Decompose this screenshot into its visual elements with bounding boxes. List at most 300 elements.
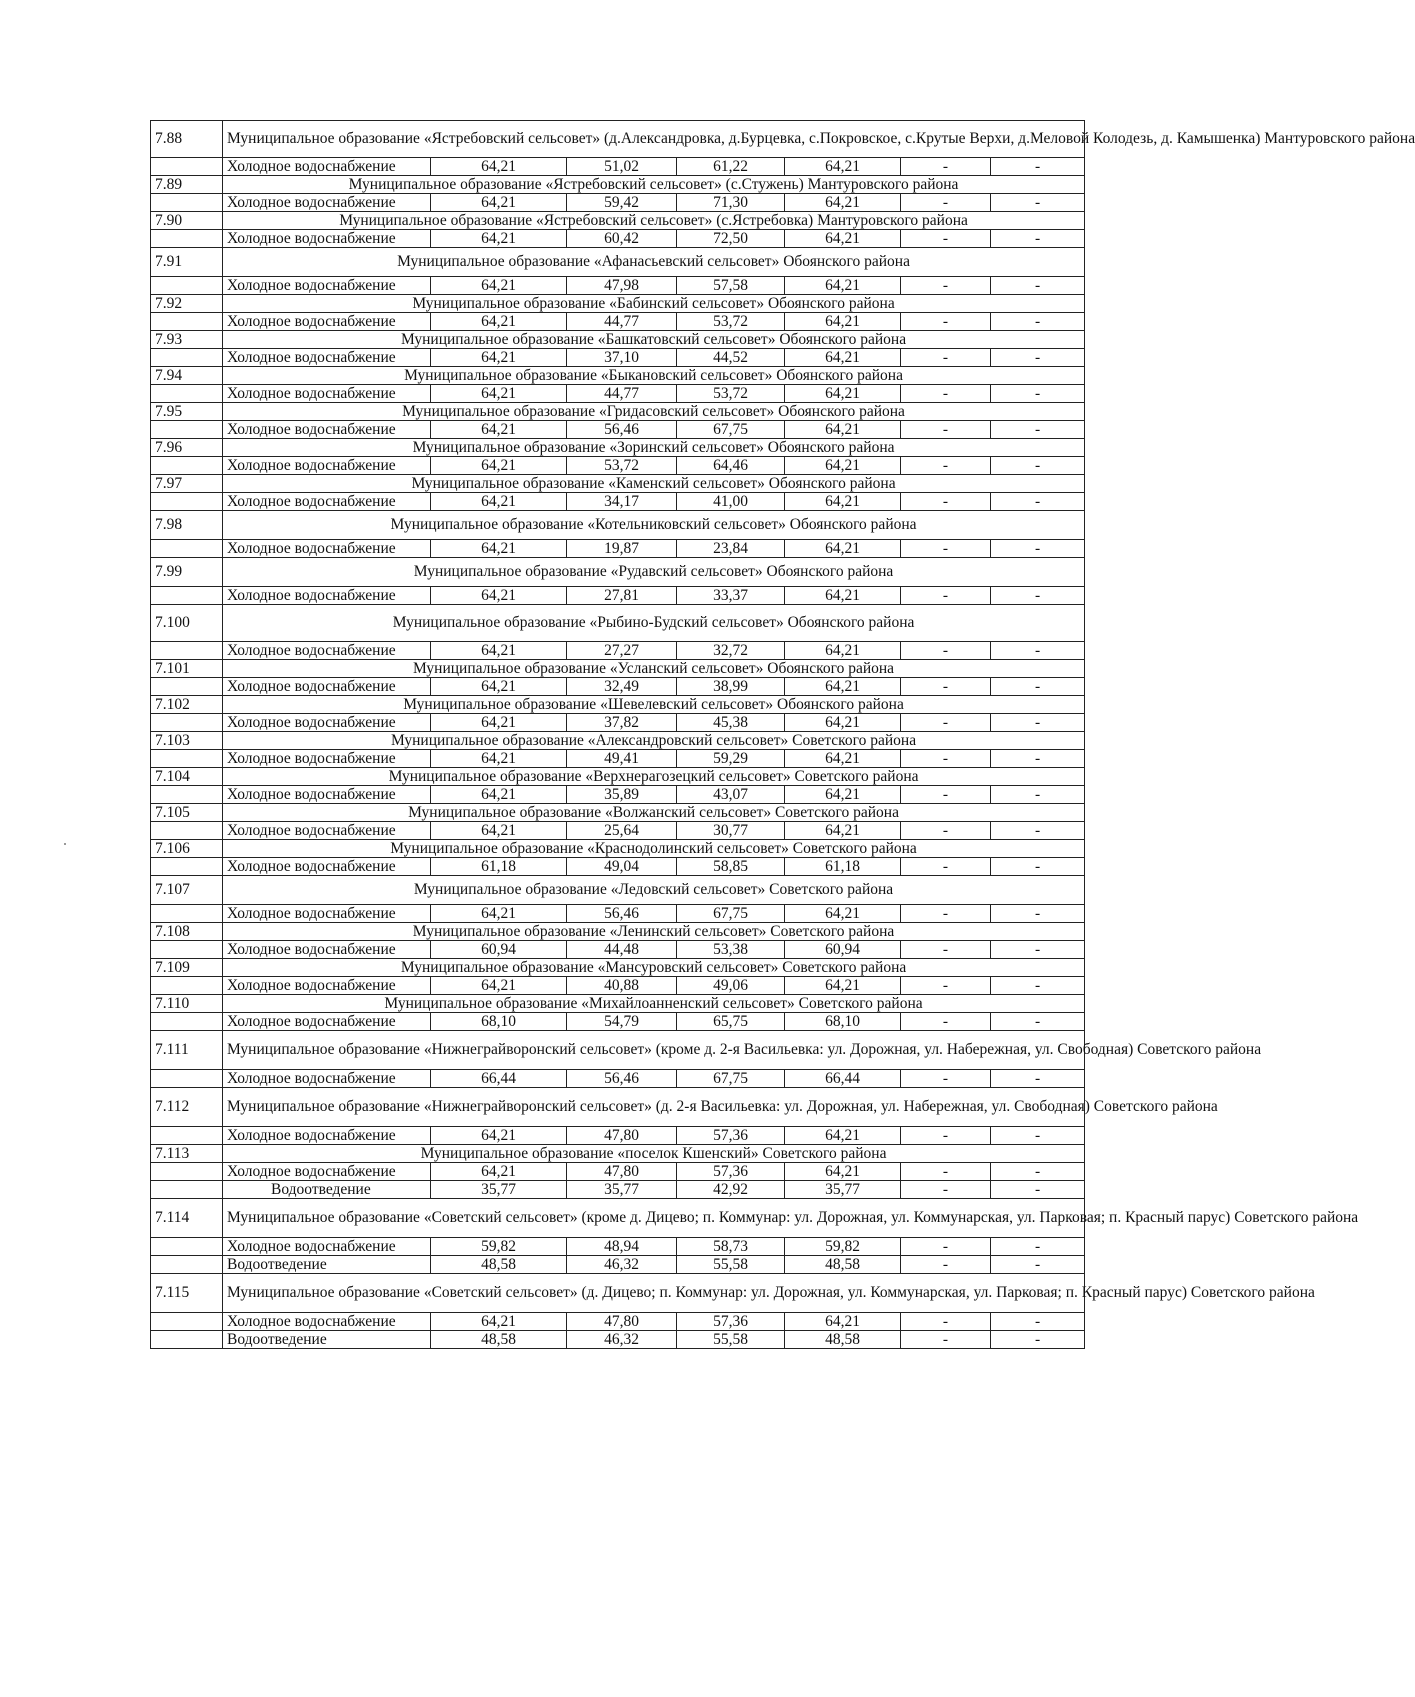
service-name: Холодное водоснабжение xyxy=(223,678,431,696)
tariff-value: 64,21 xyxy=(785,1163,901,1181)
service-name: Холодное водоснабжение xyxy=(223,905,431,923)
tariff-value: 59,42 xyxy=(567,194,677,212)
tariff-value: 27,81 xyxy=(567,587,677,605)
tariff-value: 53,38 xyxy=(677,941,785,959)
tariff-value: 51,02 xyxy=(567,158,677,176)
tariff-value: 59,82 xyxy=(431,1238,567,1256)
service-name: Холодное водоснабжение xyxy=(223,642,431,660)
row-number: 7.92 xyxy=(151,295,223,313)
service-name: Холодное водоснабжение xyxy=(223,941,431,959)
municipality-title: Муниципальное образование «Зоринский сельсовет» Обоянского района xyxy=(223,439,1085,457)
municipality-title: Муниципальное образование «Рыбино-Будский сельсовет» Обоянского района xyxy=(223,605,1085,642)
tariff-value: 64,21 xyxy=(431,905,567,923)
tariff-value: - xyxy=(901,750,991,768)
tariff-value: 64,21 xyxy=(431,786,567,804)
tariff-value: - xyxy=(991,313,1085,331)
municipality-title: Муниципальное образование «Каменский сельсовет» Обоянского района xyxy=(223,475,1085,493)
tariff-value: 64,21 xyxy=(431,158,567,176)
row-number: 7.98 xyxy=(151,511,223,540)
row-number: 7.100 xyxy=(151,605,223,642)
tariff-value: 64,21 xyxy=(785,277,901,295)
row-number: 7.97 xyxy=(151,475,223,493)
service-name: Холодное водоснабжение xyxy=(223,822,431,840)
tariff-row xyxy=(151,1127,1085,1145)
row-number-empty xyxy=(151,1127,223,1145)
municipality-header-row xyxy=(151,403,1085,421)
tariff-value: - xyxy=(991,587,1085,605)
tariff-row xyxy=(151,678,1085,696)
tariff-row xyxy=(151,385,1085,403)
row-number: 7.106 xyxy=(151,840,223,858)
row-number-empty xyxy=(151,313,223,331)
tariff-value: 64,21 xyxy=(431,1313,567,1331)
municipality-title: Муниципальное образование «Бабинский сельсовет» Обоянского района xyxy=(223,295,1085,313)
service-name: Водоотведение xyxy=(223,1331,431,1349)
row-number-empty xyxy=(151,642,223,660)
municipality-header-row xyxy=(151,995,1085,1013)
service-name: Холодное водоснабжение xyxy=(223,313,431,331)
service-name: Холодное водоснабжение xyxy=(223,1013,431,1031)
municipality-header-row xyxy=(151,212,1085,230)
service-name: Холодное водоснабжение xyxy=(223,493,431,511)
tariff-value: 48,58 xyxy=(431,1331,567,1349)
tariff-value: 46,32 xyxy=(567,1331,677,1349)
tariff-value: 35,77 xyxy=(431,1181,567,1199)
tariff-value: - xyxy=(991,786,1085,804)
tariff-value: - xyxy=(991,905,1085,923)
tariff-row xyxy=(151,1070,1085,1088)
municipality-title: Муниципальное образование «поселок Кшенский» Советского района xyxy=(223,1145,1085,1163)
tariff-value: 64,21 xyxy=(431,540,567,558)
municipality-header-row xyxy=(151,176,1085,194)
row-number: 7.115 xyxy=(151,1274,223,1313)
tariff-value: - xyxy=(901,1313,991,1331)
tariff-value: 45,38 xyxy=(677,714,785,732)
tariff-value: 64,21 xyxy=(431,750,567,768)
municipality-header-row xyxy=(151,840,1085,858)
row-number: 7.101 xyxy=(151,660,223,678)
municipality-header-row xyxy=(151,876,1085,905)
municipality-title: Муниципальное образование «Нижнеграйворонский сельсовет» (д. 2-я Васильевка: ул. Дорожная, ул. Набережная, ул. Свободная) Советского района xyxy=(223,1088,1085,1127)
municipality-header-row xyxy=(151,367,1085,385)
tariff-row xyxy=(151,349,1085,367)
tariff-row xyxy=(151,941,1085,959)
tariff-value: 64,21 xyxy=(431,277,567,295)
service-name: Холодное водоснабжение xyxy=(223,158,431,176)
tariff-value: - xyxy=(991,1070,1085,1088)
tariff-value: - xyxy=(991,714,1085,732)
municipality-header-row xyxy=(151,439,1085,457)
tariff-value: 49,06 xyxy=(677,977,785,995)
tariff-value: - xyxy=(901,1163,991,1181)
tariff-value: - xyxy=(901,714,991,732)
row-number-empty xyxy=(151,786,223,804)
tariff-table xyxy=(150,120,1415,1349)
municipality-title: Муниципальное образование «Волжанский сельсовет» Советского района xyxy=(223,804,1085,822)
row-number: 7.89 xyxy=(151,176,223,194)
tariff-value: 64,21 xyxy=(431,822,567,840)
row-number-empty xyxy=(151,905,223,923)
tariff-value: 65,75 xyxy=(677,1013,785,1031)
row-number-empty xyxy=(151,1070,223,1088)
service-name: Холодное водоснабжение xyxy=(223,1127,431,1145)
municipality-title: Муниципальное образование «Мансуровский сельсовет» Советского района xyxy=(223,959,1085,977)
row-number: 7.102 xyxy=(151,696,223,714)
municipality-title: Муниципальное образование «Советский сельсовет» (д. Дицево; п. Коммунар: ул. Дорожная, ул. Коммунарская, ул. Парковая; п. Красный парус) Советского района xyxy=(223,1274,1085,1313)
tariff-row xyxy=(151,1331,1085,1349)
tariff-row xyxy=(151,977,1085,995)
tariff-row xyxy=(151,421,1085,439)
row-number: 7.113 xyxy=(151,1145,223,1163)
tariff-value: 57,36 xyxy=(677,1313,785,1331)
service-name: Холодное водоснабжение xyxy=(223,750,431,768)
tariff-value: 58,73 xyxy=(677,1238,785,1256)
tariff-value: - xyxy=(901,349,991,367)
tariff-value: - xyxy=(991,750,1085,768)
municipality-title: Муниципальное образование «Гридасовский сельсовет» Обоянского района xyxy=(223,403,1085,421)
tariff-row xyxy=(151,905,1085,923)
row-number-empty xyxy=(151,493,223,511)
row-number-empty xyxy=(151,1313,223,1331)
tariff-value: 56,46 xyxy=(567,1070,677,1088)
row-number-empty xyxy=(151,822,223,840)
tariff-value: 56,46 xyxy=(567,905,677,923)
row-number: 7.108 xyxy=(151,923,223,941)
row-number-empty xyxy=(151,714,223,732)
tariff-value: 64,21 xyxy=(785,540,901,558)
tariff-value: 64,21 xyxy=(785,587,901,605)
tariff-value: 23,84 xyxy=(677,540,785,558)
tariff-value: 72,50 xyxy=(677,230,785,248)
municipality-header-row xyxy=(151,768,1085,786)
tariff-row xyxy=(151,587,1085,605)
tariff-value: - xyxy=(991,822,1085,840)
tariff-value: 71,30 xyxy=(677,194,785,212)
tariff-row xyxy=(151,750,1085,768)
tariff-value: 64,21 xyxy=(785,385,901,403)
row-number: 7.96 xyxy=(151,439,223,457)
scan-speck xyxy=(64,843,66,845)
municipality-title: Муниципальное образование «Нижнеграйворонский сельсовет» (кроме д. 2-я Васильевка: ул. Дорожная, ул. Набережная, ул. Свободная) Советского района xyxy=(223,1031,1085,1070)
municipality-title: Муниципальное образование «Александровский сельсовет» Советского района xyxy=(223,732,1085,750)
tariff-row xyxy=(151,230,1085,248)
tariff-value: 37,10 xyxy=(567,349,677,367)
tariff-value: 47,98 xyxy=(567,277,677,295)
row-number: 7.110 xyxy=(151,995,223,1013)
municipality-header-row xyxy=(151,1199,1085,1238)
tariff-value: - xyxy=(901,421,991,439)
tariff-value: 60,94 xyxy=(431,941,567,959)
tariff-value: 47,80 xyxy=(567,1127,677,1145)
municipality-header-row xyxy=(151,511,1085,540)
tariff-value: - xyxy=(901,385,991,403)
service-name: Холодное водоснабжение xyxy=(223,1238,431,1256)
tariff-row xyxy=(151,1238,1085,1256)
tariff-value: - xyxy=(991,385,1085,403)
tariff-value: - xyxy=(991,678,1085,696)
tariff-value: 64,21 xyxy=(431,642,567,660)
tariff-row xyxy=(151,1256,1085,1274)
municipality-header-row xyxy=(151,605,1085,642)
service-name: Холодное водоснабжение xyxy=(223,714,431,732)
row-number: 7.99 xyxy=(151,558,223,587)
tariff-value: 57,36 xyxy=(677,1163,785,1181)
tariff-value: - xyxy=(991,1127,1085,1145)
tariff-value: 56,46 xyxy=(567,421,677,439)
tariff-value: 64,21 xyxy=(431,1163,567,1181)
tariff-value: 55,58 xyxy=(677,1331,785,1349)
tariff-value: - xyxy=(991,540,1085,558)
service-name: Холодное водоснабжение xyxy=(223,1163,431,1181)
tariff-value: 48,58 xyxy=(431,1256,567,1274)
tariff-value: - xyxy=(991,977,1085,995)
tariff-value: 58,85 xyxy=(677,858,785,876)
tariff-value: - xyxy=(901,313,991,331)
tariff-value: 30,77 xyxy=(677,822,785,840)
tariff-value: - xyxy=(901,1070,991,1088)
tariff-value: 61,18 xyxy=(785,858,901,876)
tariff-value: 64,21 xyxy=(785,194,901,212)
tariff-row xyxy=(151,277,1085,295)
tariff-value: 64,21 xyxy=(431,230,567,248)
service-name: Водоотведение xyxy=(223,1181,431,1199)
service-name: Холодное водоснабжение xyxy=(223,385,431,403)
tariff-row xyxy=(151,457,1085,475)
service-name: Холодное водоснабжение xyxy=(223,1313,431,1331)
tariff-value: - xyxy=(901,905,991,923)
service-name: Водоотведение xyxy=(223,1256,431,1274)
tariff-value: - xyxy=(901,194,991,212)
tariff-value: 64,21 xyxy=(785,421,901,439)
tariff-row xyxy=(151,540,1085,558)
municipality-title: Муниципальное образование «Ледовский сельсовет» Советского района xyxy=(223,876,1085,905)
row-number-empty xyxy=(151,158,223,176)
tariff-value: 64,21 xyxy=(785,230,901,248)
row-number-empty xyxy=(151,1163,223,1181)
row-number-empty xyxy=(151,678,223,696)
tariff-value: - xyxy=(901,1181,991,1199)
tariff-value: 64,21 xyxy=(431,493,567,511)
service-name: Холодное водоснабжение xyxy=(223,230,431,248)
service-name: Холодное водоснабжение xyxy=(223,349,431,367)
tariff-value: 35,77 xyxy=(567,1181,677,1199)
tariff-value: - xyxy=(991,349,1085,367)
row-number: 7.105 xyxy=(151,804,223,822)
municipality-title: Муниципальное образование «Быкановский сельсовет» Обоянского района xyxy=(223,367,1085,385)
service-name: Холодное водоснабжение xyxy=(223,457,431,475)
row-number: 7.109 xyxy=(151,959,223,977)
municipality-title: Муниципальное образование «Краснодолинский сельсовет» Советского района xyxy=(223,840,1085,858)
municipality-header-row xyxy=(151,1145,1085,1163)
tariff-value: 64,21 xyxy=(431,587,567,605)
tariff-value: 64,21 xyxy=(785,786,901,804)
tariff-value: - xyxy=(991,158,1085,176)
row-number-empty xyxy=(151,540,223,558)
tariff-value: 64,21 xyxy=(431,349,567,367)
tariff-value: - xyxy=(991,421,1085,439)
tariff-value: 53,72 xyxy=(567,457,677,475)
tariff-value: 64,21 xyxy=(431,194,567,212)
tariff-value: - xyxy=(991,1331,1085,1349)
tariff-value: 64,21 xyxy=(431,1127,567,1145)
municipality-header-row xyxy=(151,1274,1085,1313)
tariff-value: 64,46 xyxy=(677,457,785,475)
tariff-row xyxy=(151,822,1085,840)
row-number-empty xyxy=(151,1256,223,1274)
tariff-value: - xyxy=(991,1313,1085,1331)
tariff-value: 44,77 xyxy=(567,313,677,331)
service-name: Холодное водоснабжение xyxy=(223,421,431,439)
service-name: Холодное водоснабжение xyxy=(223,977,431,995)
municipality-header-row xyxy=(151,475,1085,493)
tariff-value: 67,75 xyxy=(677,905,785,923)
row-number-empty xyxy=(151,1013,223,1031)
tariff-value: 68,10 xyxy=(431,1013,567,1031)
tariff-value: 64,21 xyxy=(785,1127,901,1145)
row-number-empty xyxy=(151,750,223,768)
tariff-value: 64,21 xyxy=(431,714,567,732)
tariff-value: - xyxy=(901,1013,991,1031)
tariff-row xyxy=(151,1013,1085,1031)
tariff-row xyxy=(151,313,1085,331)
municipality-title: Муниципальное образование «Шевелевский сельсовет» Обоянского района xyxy=(223,696,1085,714)
municipality-header-row xyxy=(151,331,1085,349)
tariff-value: - xyxy=(901,1256,991,1274)
tariff-value: - xyxy=(991,1013,1085,1031)
row-number: 7.111 xyxy=(151,1031,223,1070)
tariff-value: 66,44 xyxy=(785,1070,901,1088)
row-number-empty xyxy=(151,587,223,605)
tariff-value: 19,87 xyxy=(567,540,677,558)
tariff-value: - xyxy=(991,493,1085,511)
tariff-value: 61,18 xyxy=(431,858,567,876)
tariff-value: - xyxy=(991,941,1085,959)
row-number-empty xyxy=(151,977,223,995)
tariff-value: 64,21 xyxy=(785,714,901,732)
row-number: 7.91 xyxy=(151,248,223,277)
municipality-header-row xyxy=(151,248,1085,277)
tariff-value: - xyxy=(901,587,991,605)
municipality-title: Муниципальное образование «Рудавский сельсовет» Обоянского района xyxy=(223,558,1085,587)
municipality-title: Муниципальное образование «Ленинский сельсовет» Советского района xyxy=(223,923,1085,941)
row-number: 7.112 xyxy=(151,1088,223,1127)
tariff-value: 68,10 xyxy=(785,1013,901,1031)
tariff-value: 25,64 xyxy=(567,822,677,840)
municipality-title: Муниципальное образование «Ястребовский сельсовет» (д.Александровка, д.Бурцевка, с.Покровское, с.Крутые Верхи, д.Меловой Колодезь, д. Камышенка) Мантуровского района xyxy=(223,121,1085,158)
tariff-value: - xyxy=(901,1238,991,1256)
municipality-title: Муниципальное образование «Башкатовский сельсовет» Обоянского района xyxy=(223,331,1085,349)
tariff-value: - xyxy=(991,230,1085,248)
municipality-header-row xyxy=(151,804,1085,822)
tariff-row xyxy=(151,642,1085,660)
row-number-empty xyxy=(151,277,223,295)
row-number: 7.95 xyxy=(151,403,223,421)
service-name: Холодное водоснабжение xyxy=(223,587,431,605)
tariff-value: 57,36 xyxy=(677,1127,785,1145)
tariff-value: 67,75 xyxy=(677,421,785,439)
tariff-value: 44,52 xyxy=(677,349,785,367)
tariff-value: 48,58 xyxy=(785,1256,901,1274)
tariff-value: 64,21 xyxy=(431,977,567,995)
row-number-empty xyxy=(151,421,223,439)
municipality-title: Муниципальное образование «Афанасьевский сельсовет» Обоянского района xyxy=(223,248,1085,277)
tariff-row xyxy=(151,1313,1085,1331)
tariff-value: 64,21 xyxy=(785,750,901,768)
tariff-row xyxy=(151,858,1085,876)
tariff-value: 64,21 xyxy=(785,313,901,331)
tariff-value: 59,29 xyxy=(677,750,785,768)
tariff-value: 43,07 xyxy=(677,786,785,804)
tariff-value: - xyxy=(991,1238,1085,1256)
row-number-empty xyxy=(151,1181,223,1199)
tariff-value: - xyxy=(901,822,991,840)
row-number-empty xyxy=(151,457,223,475)
tariff-value: 38,99 xyxy=(677,678,785,696)
tariff-value: 55,58 xyxy=(677,1256,785,1274)
tariff-value: 42,92 xyxy=(677,1181,785,1199)
tariff-value: 59,82 xyxy=(785,1238,901,1256)
tariff-value: 32,49 xyxy=(567,678,677,696)
service-name: Холодное водоснабжение xyxy=(223,540,431,558)
tariff-value: 53,72 xyxy=(677,385,785,403)
municipality-header-row xyxy=(151,1088,1085,1127)
tariff-value: 61,22 xyxy=(677,158,785,176)
row-number: 7.93 xyxy=(151,331,223,349)
tariff-value: 48,58 xyxy=(785,1331,901,1349)
row-number: 7.114 xyxy=(151,1199,223,1238)
tariff-value: - xyxy=(991,1256,1085,1274)
row-number-empty xyxy=(151,230,223,248)
row-number-empty xyxy=(151,194,223,212)
tariff-value: 67,75 xyxy=(677,1070,785,1088)
tariff-value: - xyxy=(991,1163,1085,1181)
row-number: 7.88 xyxy=(151,121,223,158)
tariff-value: 64,21 xyxy=(431,421,567,439)
tariff-value: 57,58 xyxy=(677,277,785,295)
tariff-value: 64,21 xyxy=(785,678,901,696)
service-name: Холодное водоснабжение xyxy=(223,858,431,876)
tariff-table-body xyxy=(151,121,1415,1349)
tariff-value: 49,04 xyxy=(567,858,677,876)
tariff-value: 64,21 xyxy=(785,158,901,176)
municipality-header-row xyxy=(151,558,1085,587)
tariff-value: 64,21 xyxy=(785,349,901,367)
tariff-value: 64,21 xyxy=(785,642,901,660)
municipality-header-row xyxy=(151,959,1085,977)
service-name: Холодное водоснабжение xyxy=(223,786,431,804)
tariff-value: 44,77 xyxy=(567,385,677,403)
tariff-value: - xyxy=(991,194,1085,212)
row-number: 7.94 xyxy=(151,367,223,385)
tariff-value: - xyxy=(901,858,991,876)
municipality-header-row xyxy=(151,121,1085,158)
tariff-value: - xyxy=(901,230,991,248)
tariff-value: 48,94 xyxy=(567,1238,677,1256)
tariff-value: - xyxy=(991,642,1085,660)
tariff-value: 44,48 xyxy=(567,941,677,959)
row-number-empty xyxy=(151,1331,223,1349)
tariff-value: 47,80 xyxy=(567,1163,677,1181)
tariff-value: 49,41 xyxy=(567,750,677,768)
tariff-value: - xyxy=(901,977,991,995)
row-number: 7.104 xyxy=(151,768,223,786)
tariff-value: - xyxy=(901,1127,991,1145)
tariff-value: - xyxy=(991,457,1085,475)
row-number-empty xyxy=(151,1238,223,1256)
tariff-value: 35,89 xyxy=(567,786,677,804)
municipality-header-row xyxy=(151,732,1085,750)
municipality-header-row xyxy=(151,923,1085,941)
